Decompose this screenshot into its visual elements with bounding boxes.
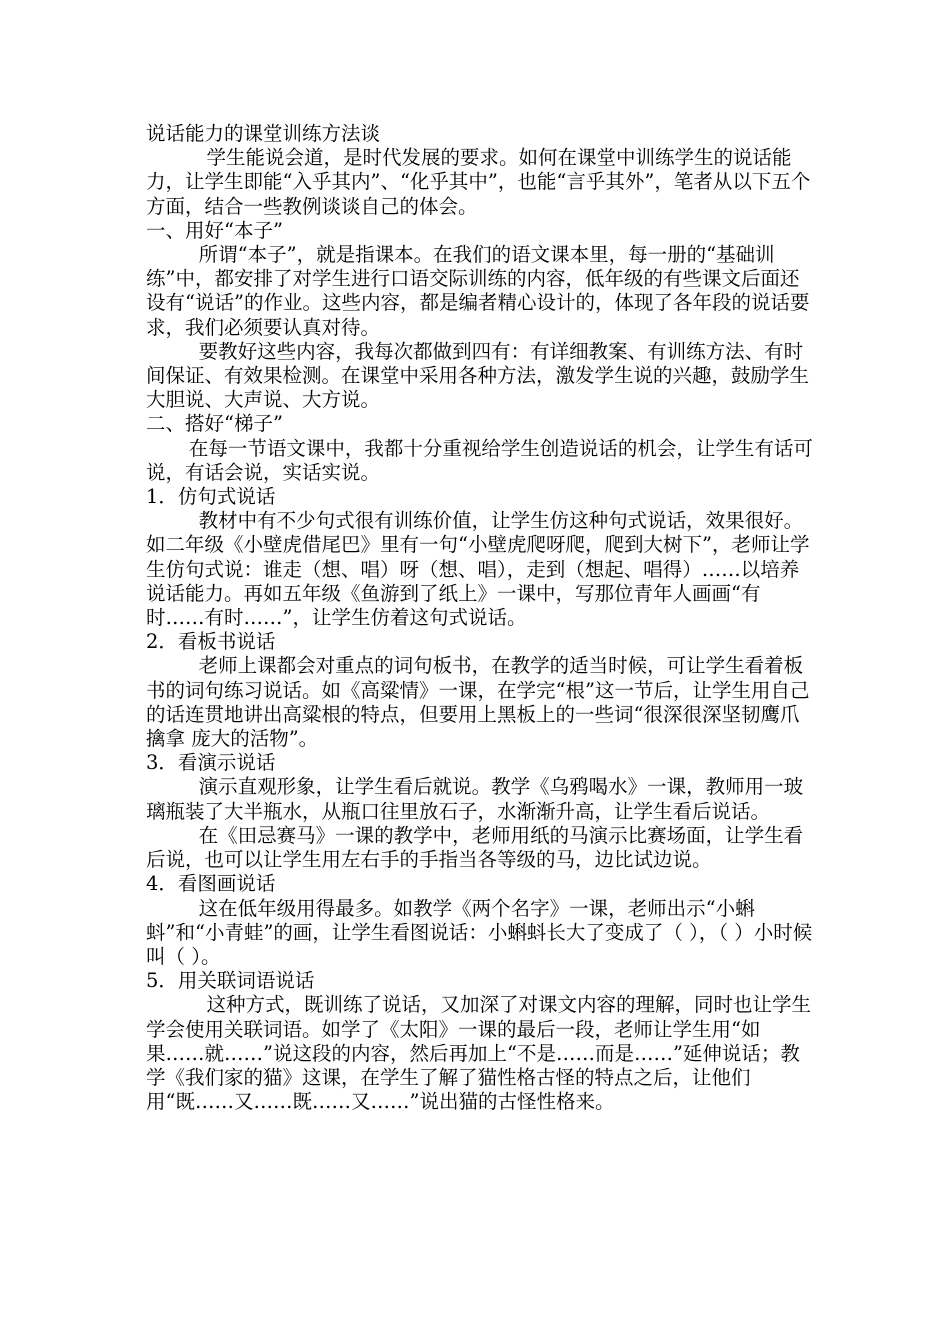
subsection-5-paragraph: 这种方式，既训练了说话，又加深了对课文内容的理解，同时也让学生学会使用关联词语。如学了《太阳》一课的最后一段，老师让学生用“如果……就……”说这段的内容，然后再加上“不是……而是……”延伸说话；教学《我们家的猫》这课，在学生了解了猫性格古怪的特点之后，让他们用“既……又……既……又……”说出猫的古怪性格来。: [146, 993, 811, 1114]
intro-paragraph: 学生能说会道，是时代发展的要求。如何在课堂中训练学生的说话能力，让学生即能“入乎其内”、“化乎其中”，也能“言乎其外”，笔者从以下五个方面，结合一些教例谈谈自己的体会。: [146, 146, 811, 218]
document-page: [146, 122, 814, 1114]
subsection-1-paragraph: 教材中有不少句式很有训练价值，让学生仿这种句式说话，效果很好。如二年级《小壁虎借尾巴》里有一句“小壁虎爬呀爬，爬到大树下”，老师让学生仿句式说：谁走（想、唱）呀（想、唱），走到（想起、唱得）……以培养说话能力。再如五年级《鱼游到了纸上》一课中，写那位青年人画画“有时……有时……”，让学生仿着这句式说话。: [146, 509, 810, 630]
section-2-heading: 二、搭好“梯子”: [146, 412, 283, 436]
subsection-1-heading: 1．仿句式说话: [146, 485, 276, 509]
section-1-heading: 一、用好“本子”: [146, 218, 283, 242]
subsection-4-paragraph: 这在低年级用得最多。如教学《两个名字》一课，老师出示“小蝌蚪”和“小青蛙”的画，让学生看图说话：小蝌蚪长大了变成了（ ），（ ）小时候叫（ ）。: [146, 896, 813, 968]
subsection-3-heading: 3．看演示说话: [146, 751, 276, 775]
subsection-3-paragraph-1: 演示直观形象，让学生看后就说。教学《乌鸦喝水》一课，教师用一玻璃瓶装了大半瓶水，从瓶口往里放石子，水渐渐升高，让学生看后说话。: [146, 775, 804, 823]
section-1-paragraph-1: 所谓“本子”，就是指课本。在我们的语文课本里，每一册的“基础训练”中，都安排了对学生进行口语交际训练的内容，低年级的有些课文后面还设有“说话”的作业。这些内容，都是编者精心设计的，体现了各年段的说话要求，我们必须要认真对待。: [146, 243, 810, 339]
document-title: 说话能力的课堂训练方法谈: [146, 122, 381, 145]
subsection-2-paragraph: 老师上课都会对重点的词句板书，在教学的适当时候，可让学生看着板书的词句练习说话。如《高粱情》一课，在学完“根”这一节后，让学生用自己的话连贯地讲出高粱根的特点，但要用上黑板上的一些词“很深很深坚韧鹰爪擒拿 庞大的活物”。: [146, 654, 810, 751]
section-1-paragraph-2: 要教好这些内容，我每次都做到四有：有详细教案、有训练方法、有时间保证、有效果检测。在课堂中采用各种方法，激发学生说的兴趣，鼓励学生大胆说、大声说、大方说。: [146, 339, 810, 412]
subsection-5-heading: 5．用关联词语说话: [146, 969, 315, 993]
section-2-paragraph-1: 在每一节语文课中，我都十分重视给学生创造说话的机会，让学生有话可说，有话会说，实话实说。: [146, 436, 813, 484]
subsection-3-paragraph-2: 在《田忌赛马》一课的教学中，老师用纸的马演示比赛场面，让学生看后说，也可以让学生用左右手的手指当各等级的马，边比试边说。: [146, 823, 804, 872]
subsection-4-heading: 4．看图画说话: [146, 872, 276, 896]
subsection-2-heading: 2．看板书说话: [146, 630, 276, 654]
